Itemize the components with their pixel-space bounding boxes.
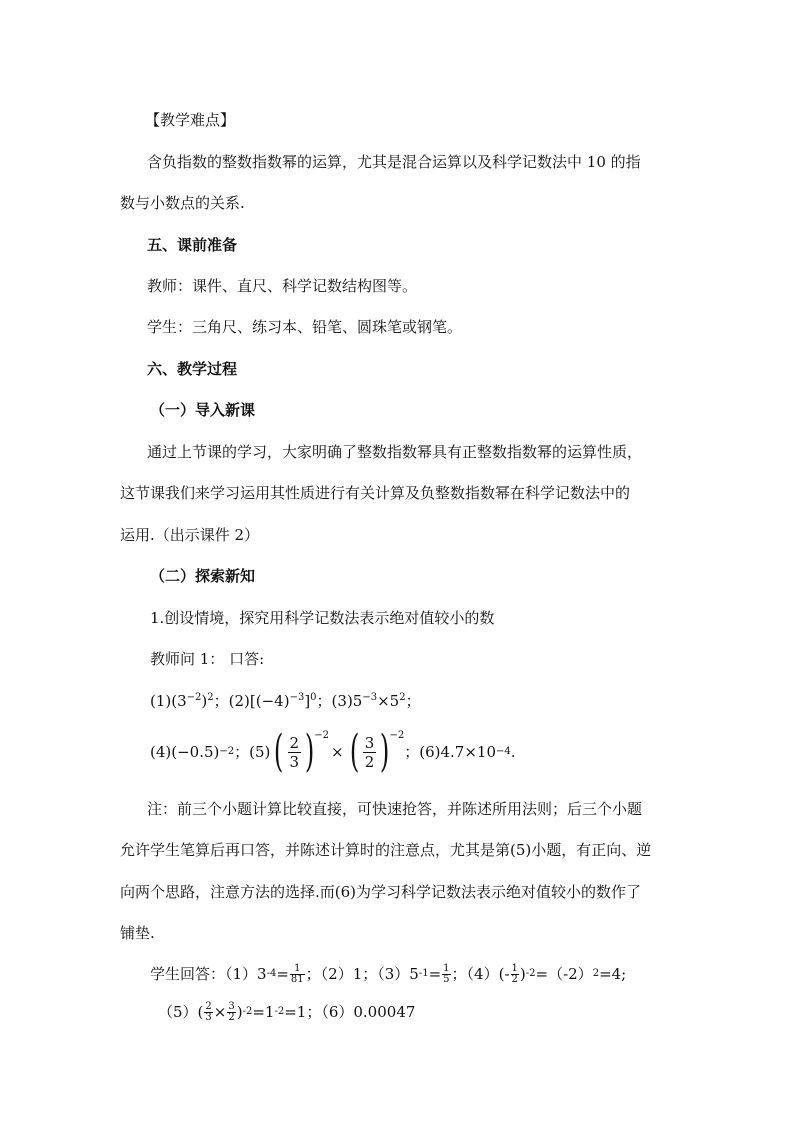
sub1-heading: （一）导入新课 [150, 401, 256, 419]
answer-text: ) [519, 965, 526, 983]
difficulty-heading: 【教学难点】 [145, 111, 236, 129]
fraction [227, 1002, 235, 1023]
fraction [511, 964, 519, 985]
answer-text: =1 [252, 1003, 275, 1021]
numerator: 2 [289, 733, 300, 752]
formula-text: (4)(−0.5) [150, 743, 220, 761]
answer-text: 学生回答：（1）3 [150, 965, 267, 983]
answer-text: （5）( [158, 1003, 204, 1021]
formula-text: . [510, 743, 516, 761]
numerator: 1 [290, 964, 305, 975]
paren-fraction [270, 726, 330, 777]
note-line: 允许学生笔算后再口答，并陈述计算时的注意点，尤其是第(5)小题，有正向、逆 [120, 841, 652, 859]
formula-text: ×5 [377, 692, 400, 710]
fraction [442, 964, 450, 985]
formula-text: (1)(3 [150, 692, 187, 710]
answer-text: ；（2）1；（3）5 [305, 965, 419, 983]
denominator: 2 [364, 752, 375, 771]
formula-text: ) [201, 692, 208, 710]
formula-text: ；(6)4.7×10 [404, 743, 496, 761]
formula-text: ] [304, 692, 311, 710]
formula-text: ；(5) [234, 743, 271, 761]
formula-line-2: (4)(−0.5) −2 ；(5) ( $\frac{2}{3}$ ) −2 × ( $\frac{3}{2}$ ) −2 ；(6)4.7×10 −4 . [150, 726, 516, 777]
student-answer-line-1: 学生回答：（1）3 -4 = $\frac{1}{81}$ ；（2）1；（3）5 -1 = $\frac{1}{5}$ ；（4）(- $\frac{1}{2}$ ) -2 =（-2） 2 =4; [150, 962, 627, 985]
student-prep: 学生：三角尺、练习本、铅笔、圆珠笔或钢笔。 [147, 318, 463, 336]
exponent: 0 [310, 692, 317, 703]
answer-text: = [276, 965, 289, 983]
exponent: −2 [314, 730, 330, 741]
formula-text: ； [405, 692, 421, 710]
student-answer-line-2: （5）( $\frac{2}{3}$ × $\frac{3}{2}$ ) -2 =1 -2 =1；（6）0.00047 [158, 1000, 416, 1023]
numerator: 3 [364, 733, 375, 752]
answer-text: =1；（6）0.00047 [284, 1003, 416, 1021]
answer-text: = [428, 965, 442, 983]
formula-text: ；(2)[(−4) [213, 692, 290, 710]
numerator: 1 [511, 962, 518, 974]
exponent: 2 [207, 692, 214, 703]
exponent: −2 [389, 730, 405, 741]
formula-text: ；(3)5 [316, 692, 363, 710]
numerator: 2 [205, 1000, 212, 1012]
numerator: 3 [228, 1000, 235, 1012]
denominator: 2 [228, 1011, 235, 1023]
fraction [288, 734, 302, 771]
section6-heading: 六、教学过程 [147, 360, 238, 378]
denominator: 5 [443, 973, 450, 985]
exponent: 2 [399, 692, 406, 703]
section5-heading: 五、课前准备 [147, 236, 238, 254]
teacher-prep: 教师：课件、直尺、科学记数结构图等。 [147, 277, 418, 295]
exponent: −3 [362, 692, 378, 703]
denominator: 2 [511, 973, 518, 985]
sub1-paragraph-line: 运用.（出示课件 2） [120, 526, 260, 544]
formula-line-1 [150, 691, 421, 711]
note-line: 铺垫. [120, 924, 155, 942]
fraction [204, 1002, 212, 1023]
times-sign: × [213, 1003, 227, 1021]
denominator: 3 [289, 752, 300, 771]
paren-fraction [346, 726, 405, 777]
answer-text: =4; [599, 965, 627, 983]
teacher-question: 教师问 1： 口答: [150, 650, 265, 668]
note-line: 注：前三个小题计算比较直接，可快速抢答，并陈述所用法则；后三个小题 [147, 800, 643, 818]
answer-text: =（-2） [535, 965, 593, 983]
answer-text: ；（4）(- [451, 965, 510, 983]
left-paren: ( [274, 726, 284, 777]
difficulty-paragraph-line: 数与小数点的关系. [120, 194, 245, 212]
answer-text: ) [236, 1003, 243, 1021]
exponent: −2 [186, 692, 202, 703]
right-paren: ) [304, 726, 315, 777]
item1-text: 1.创设情境，探究用科学记数法表示绝对值较小的数 [150, 609, 495, 627]
exponent: −3 [289, 692, 305, 703]
sub2-heading: （二）探索新知 [150, 567, 256, 585]
fraction [363, 734, 377, 771]
note-line: 向两个思路，注意方法的选择.而(6)为学习科学记数法表示绝对值较小的数作了 [120, 883, 642, 901]
times-sign: × [331, 743, 344, 761]
difficulty-paragraph-line: 含负指数的整数指数幂的运算，尤其是混合运算以及科学记数法中 10 的指 [147, 153, 641, 171]
right-paren: ) [380, 726, 390, 777]
left-paren: ( [349, 726, 359, 777]
sub1-paragraph-line: 这节课我们来学习运用其性质进行有关计算及负整数指数幂在科学记数法中的 [120, 484, 631, 502]
denominator: 3 [205, 1011, 212, 1023]
fraction [290, 964, 305, 985]
denominator: 81 [290, 973, 304, 985]
numerator: 1 [443, 962, 450, 974]
sub1-paragraph-line: 通过上节课的学习，大家明确了整数指数幂具有正整数指数幂的运算性质， [147, 443, 643, 461]
